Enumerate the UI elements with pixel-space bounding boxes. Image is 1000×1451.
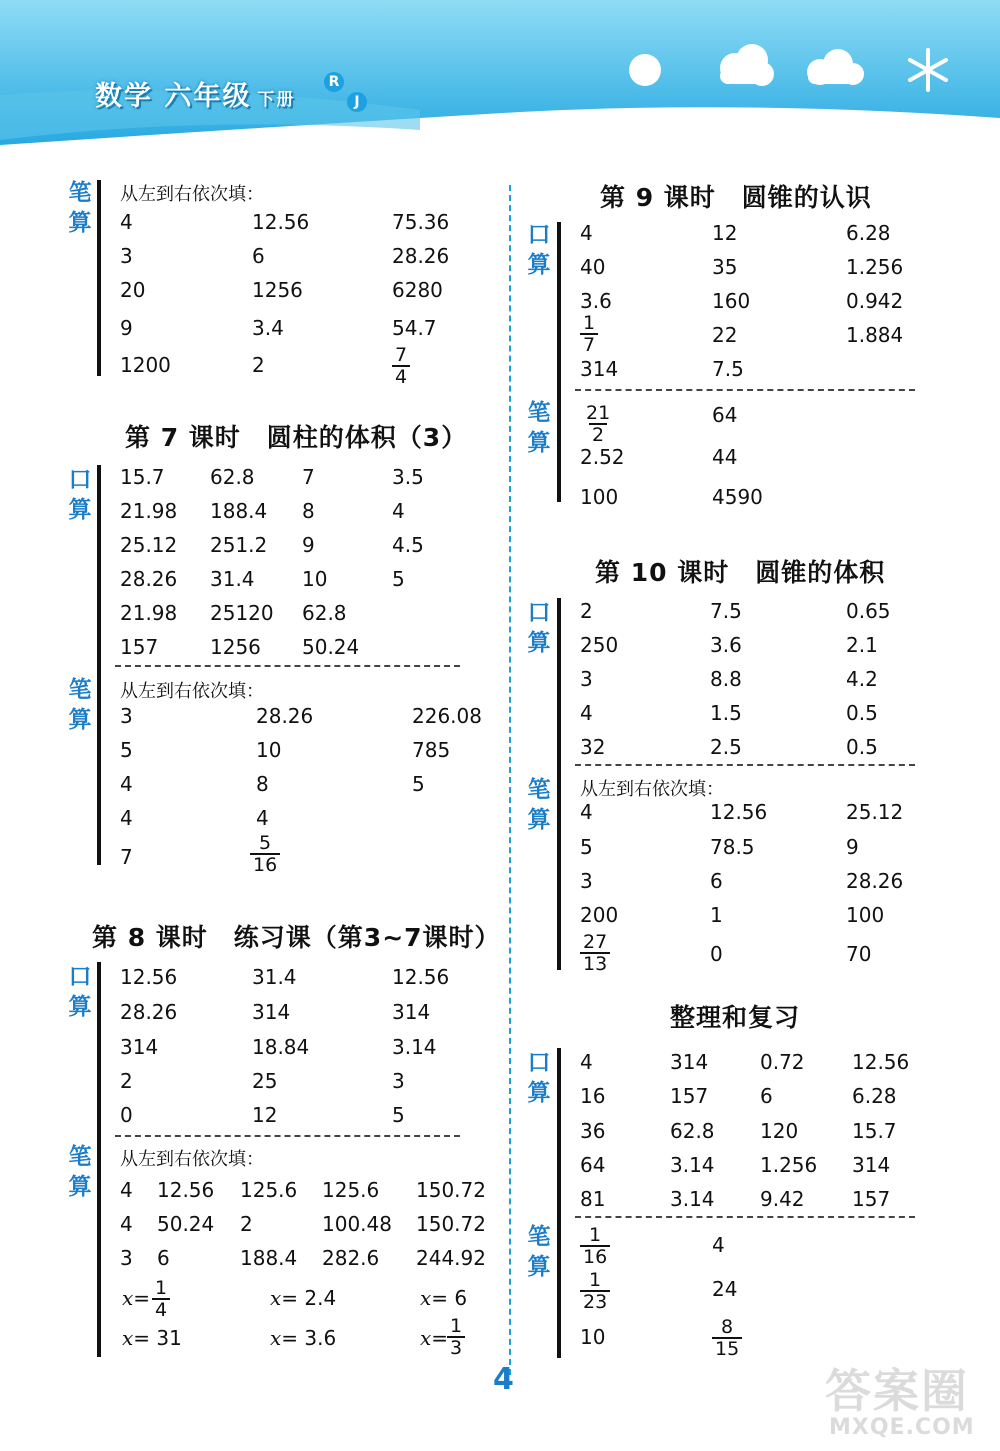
kousuan-label: 口 算 bbox=[527, 222, 551, 278]
answer-value: 31.4 bbox=[252, 965, 297, 989]
bisuan-label: 笔 算 bbox=[68, 1144, 92, 1200]
answer-value: 28.26 bbox=[120, 567, 178, 591]
fraction: $\frac{1}{16}$ bbox=[580, 1225, 610, 1267]
answer-value: 2 bbox=[240, 1212, 253, 1236]
watermark bbox=[815, 1355, 995, 1445]
bisuan-label: 笔 算 bbox=[68, 677, 92, 733]
answer-value: 3.4 bbox=[252, 316, 284, 340]
answer-value: 6 bbox=[710, 869, 723, 893]
fill-instruction: 从左到右依次填： bbox=[120, 1149, 264, 1170]
answer-value: 314 bbox=[120, 1035, 159, 1059]
answer-value: 0.72 bbox=[760, 1050, 805, 1074]
fraction: $\frac{1}{7}$ bbox=[580, 313, 598, 355]
answer-value: 2.5 bbox=[710, 735, 742, 759]
dashed-divider bbox=[115, 665, 460, 667]
answer-value: 28.26 bbox=[846, 869, 904, 893]
answer-value: 15.7 bbox=[120, 465, 165, 489]
watermark-url: MXQE.COM bbox=[829, 1415, 975, 1440]
answer-value: 25120 bbox=[210, 601, 274, 625]
answer-value: 64 bbox=[580, 1153, 606, 1177]
section-bar bbox=[97, 465, 101, 865]
answer-value: 4 bbox=[392, 499, 405, 523]
fraction: $\frac{7}{4}$ bbox=[392, 345, 410, 387]
answer-value: 25.12 bbox=[846, 800, 904, 824]
answer-value: 2 bbox=[580, 599, 593, 623]
answer-value: 10 bbox=[302, 567, 328, 591]
answer-value: 3.14 bbox=[670, 1187, 715, 1211]
section-bar bbox=[557, 598, 561, 970]
rj-badge bbox=[320, 70, 375, 115]
answer-value: 3 bbox=[120, 704, 133, 728]
answer-value: 9 bbox=[846, 835, 859, 859]
answer-value: 7 bbox=[120, 845, 133, 869]
answer-value: 9 bbox=[120, 316, 133, 340]
answer-value: 0.65 bbox=[846, 599, 891, 623]
answer-value: 12.56 bbox=[157, 1178, 215, 1202]
answer-value: 40 bbox=[580, 255, 606, 279]
answer-value: 314 bbox=[852, 1153, 891, 1177]
answer-value: 5 bbox=[120, 738, 133, 762]
answer-value: 4 bbox=[580, 701, 593, 725]
page-header bbox=[0, 0, 1000, 145]
fraction: $\frac{1}{3}$ bbox=[447, 1316, 465, 1358]
answer-value: 3 bbox=[580, 667, 593, 691]
answer-value: 3.14 bbox=[670, 1153, 715, 1177]
answer-value: 18.84 bbox=[252, 1035, 310, 1059]
answer-value: 282.6 bbox=[322, 1246, 380, 1270]
fraction: $\frac{21}{2}$ bbox=[586, 402, 611, 446]
answer-value: 12 bbox=[712, 221, 738, 245]
answer-value: 2.52 bbox=[580, 445, 625, 469]
answer-value: 20 bbox=[120, 278, 146, 302]
dashed-divider bbox=[115, 1135, 460, 1137]
answer-value: 81 bbox=[580, 1187, 606, 1211]
bisuan-label: 笔 算 bbox=[527, 777, 551, 833]
answer-value: 4 bbox=[120, 1178, 133, 1202]
answer-value: 32 bbox=[580, 735, 606, 759]
answer-value: 21.98 bbox=[120, 601, 178, 625]
answer-value: 157 bbox=[670, 1084, 709, 1108]
answer-value: 160 bbox=[712, 289, 751, 313]
fill-instruction: 从左到右依次填： bbox=[120, 184, 264, 205]
answer-value: 35 bbox=[712, 255, 738, 279]
fill-instruction: 从左到右依次填： bbox=[120, 681, 264, 702]
kousuan-label: 口 算 bbox=[68, 964, 92, 1020]
fraction: $\frac{27}{13}$ bbox=[580, 932, 610, 974]
badge-j: J bbox=[347, 92, 367, 112]
section-title-8: 第 8 课时 练习课（第3~7课时） bbox=[92, 923, 501, 952]
answer-value: 150.72 bbox=[416, 1212, 486, 1236]
answer-value: 4.2 bbox=[846, 667, 878, 691]
answer-value: 64 bbox=[712, 403, 738, 427]
answer-value: 25.12 bbox=[120, 533, 178, 557]
answer-value: 5 bbox=[392, 567, 405, 591]
answer-value: 150.72 bbox=[416, 1178, 486, 1202]
section-title-10: 第 10 课时 圆锥的体积 bbox=[595, 558, 886, 587]
answer-value: 314 bbox=[252, 1000, 291, 1024]
answer-value: 4 bbox=[712, 1233, 725, 1257]
answer-value: 1.884 bbox=[846, 323, 904, 347]
answer-value: 62.8 bbox=[210, 465, 255, 489]
x-equation: x= 6 bbox=[420, 1286, 468, 1310]
answer-value: 2.1 bbox=[846, 633, 878, 657]
answer-value: 10 bbox=[580, 1325, 606, 1349]
answer-value: 188.4 bbox=[240, 1246, 298, 1270]
fraction: $\frac{5}{16}$ bbox=[250, 833, 280, 875]
answer-value: 251.2 bbox=[210, 533, 268, 557]
answer-value: 21.98 bbox=[120, 499, 178, 523]
section-title-7: 第 7 课时 圆柱的体积（3） bbox=[125, 423, 468, 452]
answer-value: 4 bbox=[256, 806, 269, 830]
answer-value: 54.7 bbox=[392, 316, 437, 340]
answer-value: 4 bbox=[120, 772, 133, 796]
answer-value: 100 bbox=[580, 485, 619, 509]
answer-value: 314 bbox=[392, 1000, 431, 1024]
volume-label: 下册 bbox=[257, 90, 296, 110]
answer-value: 244.92 bbox=[416, 1246, 486, 1270]
answer-value: 3.6 bbox=[710, 633, 742, 657]
kousuan-label: 口 算 bbox=[527, 600, 551, 656]
answer-value: 3.5 bbox=[392, 465, 424, 489]
subject-label: 数学 bbox=[95, 81, 153, 112]
answer-value: 62.8 bbox=[670, 1119, 715, 1143]
answer-value: 44 bbox=[712, 445, 738, 469]
answer-value: 4 bbox=[120, 806, 133, 830]
answer-value: 25 bbox=[252, 1069, 278, 1093]
kousuan-label: 口 算 bbox=[527, 1050, 551, 1106]
page-number: 4 bbox=[493, 1362, 514, 1397]
answer-value: 1200 bbox=[120, 353, 171, 377]
answer-value: 3 bbox=[580, 869, 593, 893]
answer-value: 5 bbox=[392, 1103, 405, 1127]
answer-value: 12.56 bbox=[852, 1050, 910, 1074]
grade-label: 六年级 bbox=[164, 81, 252, 112]
answer-value: 4590 bbox=[712, 485, 763, 509]
answer-value: 31.4 bbox=[210, 567, 255, 591]
answer-value: 3 bbox=[120, 1246, 133, 1270]
answer-value: 7.5 bbox=[710, 599, 742, 623]
answer-value: 9 bbox=[302, 533, 315, 557]
answer-value: 2 bbox=[120, 1069, 133, 1093]
answer-value: 0.942 bbox=[846, 289, 904, 313]
answer-value: 200 bbox=[580, 903, 619, 927]
answer-value: 24 bbox=[712, 1277, 738, 1301]
answer-value: 1 bbox=[710, 903, 723, 927]
bisuan-label: 笔 算 bbox=[527, 400, 551, 456]
answer-value: 1.5 bbox=[710, 701, 742, 725]
answer-value: 7.5 bbox=[712, 357, 744, 381]
section-title-review: 整理和复习 bbox=[670, 1003, 801, 1032]
answer-value: 6 bbox=[252, 244, 265, 268]
section-bar bbox=[557, 222, 561, 502]
answer-value: 2 bbox=[252, 353, 265, 377]
answer-value: 4.5 bbox=[392, 533, 424, 557]
answer-value: 1256 bbox=[252, 278, 303, 302]
x-equation: x= 2.4 bbox=[270, 1286, 337, 1310]
book-title bbox=[95, 74, 295, 113]
answer-value: 5 bbox=[412, 772, 425, 796]
answer-value: 6.28 bbox=[852, 1084, 897, 1108]
answer-value: 75.36 bbox=[392, 210, 450, 234]
answer-value: 6 bbox=[760, 1084, 773, 1108]
fraction: $\frac{8}{15}$ bbox=[712, 1317, 742, 1359]
answer-value: 12.56 bbox=[392, 965, 450, 989]
answer-value: 125.6 bbox=[322, 1178, 380, 1202]
answer-value: 4 bbox=[120, 1212, 133, 1236]
answer-value: 120 bbox=[760, 1119, 799, 1143]
section-bar bbox=[557, 1048, 561, 1358]
answer-value: 8 bbox=[302, 499, 315, 523]
answer-value: 785 bbox=[412, 738, 451, 762]
fill-instruction: 从左到右依次填： bbox=[580, 779, 724, 800]
dashed-divider bbox=[575, 389, 915, 391]
answer-value: 9.42 bbox=[760, 1187, 805, 1211]
answer-value: 6 bbox=[157, 1246, 170, 1270]
answer-value: 226.08 bbox=[412, 704, 482, 728]
answer-value: 50.24 bbox=[302, 635, 360, 659]
dashed-divider bbox=[575, 1216, 915, 1218]
answer-value: 28.26 bbox=[120, 1000, 178, 1024]
fraction: $\frac{1}{4}$ bbox=[152, 1278, 170, 1320]
section-title-9: 第 9 课时 圆锥的认识 bbox=[600, 183, 872, 212]
watermark-logo: 答案圈 bbox=[825, 1364, 969, 1418]
answer-value: 1.256 bbox=[846, 255, 904, 279]
sun-icon bbox=[629, 54, 661, 86]
fraction: $\frac{1}{23}$ bbox=[580, 1270, 610, 1312]
answer-value: 12.56 bbox=[120, 965, 178, 989]
answer-value: 0 bbox=[710, 942, 723, 966]
answer-value: 100.48 bbox=[322, 1212, 392, 1236]
answer-value: 3.6 bbox=[580, 289, 612, 313]
dashed-divider bbox=[575, 764, 915, 766]
answer-value: 12 bbox=[252, 1103, 278, 1127]
answer-value: 15.7 bbox=[852, 1119, 897, 1143]
answer-value: 314 bbox=[580, 357, 619, 381]
x-equation: x= bbox=[122, 1286, 151, 1310]
answer-value: 157 bbox=[852, 1187, 891, 1211]
answer-value: 3.14 bbox=[392, 1035, 437, 1059]
section-bar bbox=[97, 962, 101, 1357]
answer-value: 78.5 bbox=[710, 835, 755, 859]
answer-value: 6.28 bbox=[846, 221, 891, 245]
answer-value: 4 bbox=[580, 800, 593, 824]
kousuan-label: 口 算 bbox=[68, 467, 92, 523]
answer-value: 8.8 bbox=[710, 667, 742, 691]
answer-value: 7 bbox=[302, 465, 315, 489]
answer-value: 125.6 bbox=[240, 1178, 298, 1202]
column-divider bbox=[509, 185, 511, 1375]
answer-value: 16 bbox=[580, 1084, 606, 1108]
x-equation: x= 3.6 bbox=[270, 1326, 337, 1350]
answer-value: 4 bbox=[120, 210, 133, 234]
answer-value: 1256 bbox=[210, 635, 261, 659]
answer-value: 50.24 bbox=[157, 1212, 215, 1236]
answer-value: 70 bbox=[846, 942, 872, 966]
answer-value: 62.8 bbox=[302, 601, 347, 625]
badge-r: R bbox=[324, 72, 344, 92]
answer-value: 5 bbox=[580, 835, 593, 859]
answer-value: 3 bbox=[120, 244, 133, 268]
bisuan-label: 笔 算 bbox=[68, 180, 92, 236]
answer-value: 12.56 bbox=[252, 210, 310, 234]
answer-value: 10 bbox=[256, 738, 282, 762]
answer-value: 0.5 bbox=[846, 701, 878, 725]
answer-value: 0 bbox=[120, 1103, 133, 1127]
answer-value: 4 bbox=[580, 1050, 593, 1074]
answer-value: 4 bbox=[580, 221, 593, 245]
answer-value: 157 bbox=[120, 635, 159, 659]
answer-value: 3 bbox=[392, 1069, 405, 1093]
answer-value: 100 bbox=[846, 903, 885, 927]
x-equation: x= 31 bbox=[122, 1326, 182, 1350]
header-banner bbox=[0, 0, 1000, 145]
answer-value: 28.26 bbox=[256, 704, 314, 728]
answer-value: 250 bbox=[580, 633, 619, 657]
section-bar bbox=[97, 180, 101, 376]
answer-value: 36 bbox=[580, 1119, 606, 1143]
answer-value: 22 bbox=[712, 323, 738, 347]
answer-value: 28.26 bbox=[392, 244, 450, 268]
bisuan-label: 笔 算 bbox=[527, 1224, 551, 1280]
answer-value: 8 bbox=[256, 772, 269, 796]
answer-value: 1.256 bbox=[760, 1153, 818, 1177]
answer-value: 12.56 bbox=[710, 800, 768, 824]
answer-value: 188.4 bbox=[210, 499, 268, 523]
answer-value: 0.5 bbox=[846, 735, 878, 759]
x-equation: x= bbox=[420, 1326, 449, 1350]
answer-value: 6280 bbox=[392, 278, 443, 302]
answer-value: 314 bbox=[670, 1050, 709, 1074]
